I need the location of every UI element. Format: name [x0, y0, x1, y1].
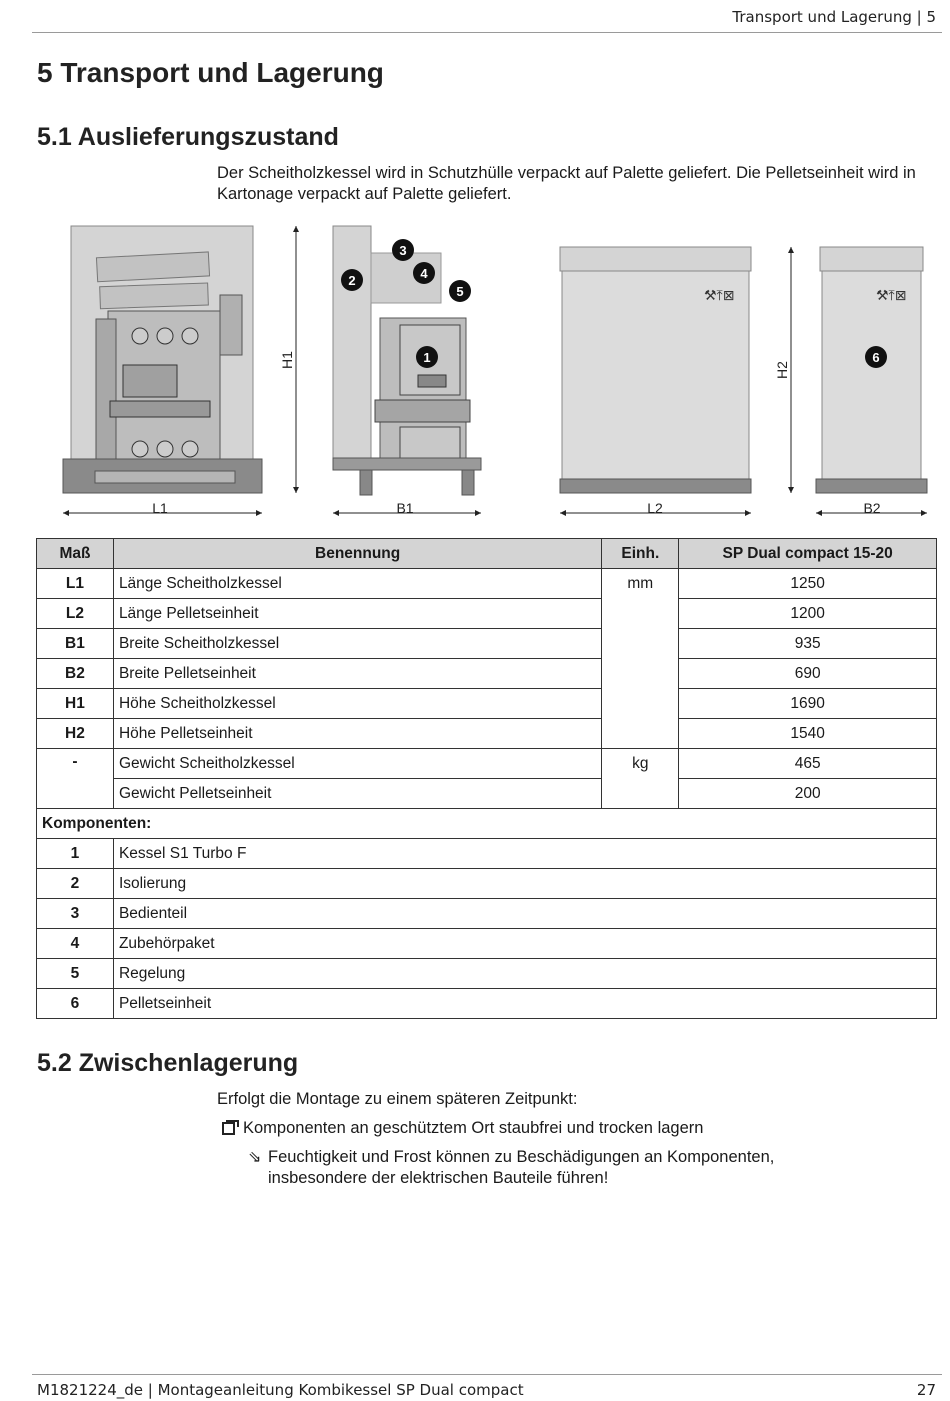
components-label: Komponenten: [37, 809, 937, 839]
component-number: 2 [37, 869, 114, 899]
section-title-delivery: 5.1 Auslieferungszustand [37, 123, 339, 151]
storage-result-line2: insbesondere der elektrischen Bauteile führen! [268, 1169, 609, 1187]
boiler-side-drawing [333, 226, 481, 495]
col-header-mass: Maß [37, 539, 114, 569]
delivery-figure [30, 215, 940, 525]
row-value: 690 [679, 659, 937, 689]
storage-result [268, 1147, 868, 1189]
table-row [37, 959, 937, 989]
row-name: Gewicht Pelletseinheit [113, 779, 601, 809]
component-name: Regelung [113, 959, 936, 989]
col-header-einheit: Einh. [602, 539, 679, 569]
component-name: Zubehörpaket [113, 929, 936, 959]
row-name: Breite Scheitholzkessel [113, 629, 601, 659]
row-code: B2 [37, 659, 114, 689]
unit-mm: mm [602, 569, 679, 749]
svg-text:⚒⤒⊠: ⚒⤒⊠ [876, 288, 907, 304]
component-number: 4 [37, 929, 114, 959]
component-number: 5 [37, 959, 114, 989]
row-name: Länge Pelletseinheit [113, 599, 601, 629]
table-row [37, 629, 937, 659]
table-row [37, 839, 937, 869]
dim-label-l1: L1 [152, 500, 168, 516]
callout-4: 4 [420, 266, 428, 281]
col-header-benennung: Benennung [113, 539, 601, 569]
row-name: Breite Pelletseinheit [113, 659, 601, 689]
row-name: Höhe Scheitholzkessel [113, 689, 601, 719]
dim-label-h1: H1 [279, 351, 295, 369]
pellet-unit-front-drawing [560, 247, 751, 493]
table-row [37, 869, 937, 899]
component-name: Kessel S1 Turbo F [113, 839, 936, 869]
component-number: 1 [37, 839, 114, 869]
table-row [37, 689, 937, 719]
header-divider [32, 32, 942, 33]
row-value: 1690 [679, 689, 937, 719]
row-code: L1 [37, 569, 114, 599]
table-row [37, 599, 937, 629]
row-value: 1540 [679, 719, 937, 749]
table-row [37, 989, 937, 1019]
svg-text:⚒⤒⊠: ⚒⤒⊠ [704, 288, 735, 304]
pellet-unit-side-drawing [816, 247, 927, 493]
table-row [37, 719, 937, 749]
row-code: B1 [37, 629, 114, 659]
storage-result-line1: Feuchtigkeit und Frost können zu Beschädigungen an Komponenten, [268, 1148, 775, 1166]
component-name: Isolierung [113, 869, 936, 899]
table-row [37, 749, 937, 779]
row-code: H2 [37, 719, 114, 749]
components-header-row [37, 809, 937, 839]
dim-label-h2: H2 [774, 361, 790, 379]
storage-step: Komponenten an geschütztem Ort staubfrei und trocken lagern [243, 1119, 704, 1137]
row-name: Länge Scheitholzkessel [113, 569, 601, 599]
component-number: 6 [37, 989, 114, 1019]
dim-label-b2: B2 [863, 500, 881, 516]
callout-5: 5 [456, 284, 464, 299]
chapter-title: 5 Transport und Lagerung [37, 57, 384, 88]
table-header-row [37, 539, 937, 569]
callout-3: 3 [399, 243, 407, 258]
callout-2: 2 [348, 273, 356, 288]
running-header: Transport und Lagerung | 5 [732, 8, 936, 26]
delivery-intro: Der Scheitholzkessel wird in Schutzhülle verpackt auf Palette geliefert. Die Pelletseinheit wird in Kartonage verpackt auf Palette geliefert. [217, 164, 916, 203]
row-name: Höhe Pelletseinheit [113, 719, 601, 749]
log-boiler-drawing [63, 226, 262, 493]
row-value: 1200 [679, 599, 937, 629]
row-code: - [37, 749, 114, 809]
row-name: Gewicht Scheitholzkessel [113, 749, 601, 779]
footer-page-number: 27 [916, 1381, 936, 1399]
row-code: H1 [37, 689, 114, 719]
row-value: 1250 [679, 569, 937, 599]
checkbox-step-icon [222, 1122, 235, 1135]
row-code: L2 [37, 599, 114, 629]
dim-label-b1: B1 [396, 500, 414, 516]
table-row [37, 779, 937, 809]
col-header-model: SP Dual compact 15-20 [679, 539, 937, 569]
dimensions-table [36, 538, 937, 1019]
callout-6: 6 [872, 350, 880, 365]
table-row [37, 659, 937, 689]
footer-doc-title: M1821224_de | Montageanleitung Kombikessel SP Dual compact [37, 1381, 524, 1399]
component-name: Bedienteil [113, 899, 936, 929]
component-name: Pelletseinheit [113, 989, 936, 1019]
storage-intro: Erfolgt die Montage zu einem späteren Zeitpunkt: [217, 1090, 578, 1108]
table-row [37, 569, 937, 599]
component-number: 3 [37, 899, 114, 929]
row-value: 935 [679, 629, 937, 659]
footer-divider [32, 1374, 942, 1375]
section-title-storage: 5.2 Zwischenlagerung [37, 1049, 299, 1077]
callout-1: 1 [423, 350, 431, 365]
table-row [37, 929, 937, 959]
result-arrow-icon: ⇘ [248, 1149, 262, 1166]
row-value: 200 [679, 779, 937, 809]
table-row [37, 899, 937, 929]
unit-kg: kg [602, 749, 679, 809]
row-value: 465 [679, 749, 937, 779]
dim-label-l2: L2 [647, 500, 663, 516]
